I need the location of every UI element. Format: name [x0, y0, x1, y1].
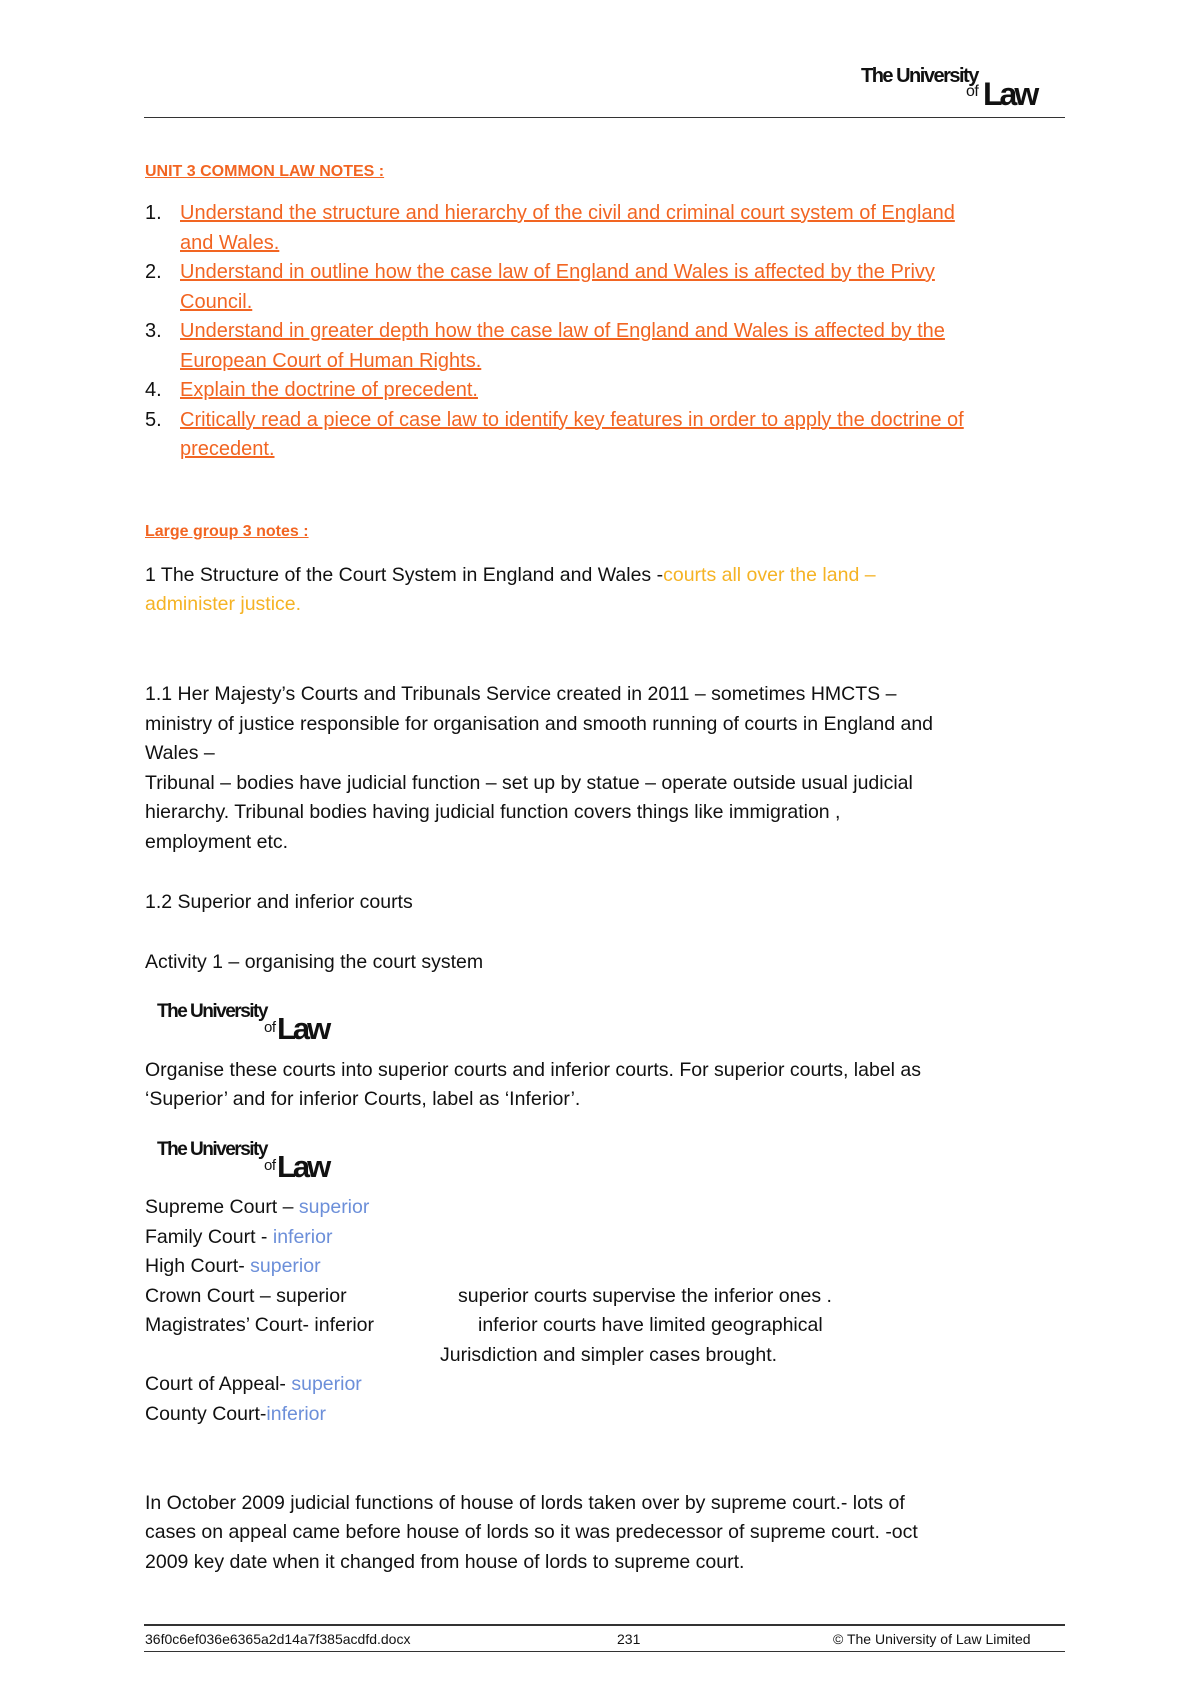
section-1-2-heading: 1.2 Superior and inferior courts [145, 891, 413, 913]
objective-text: Understand in outline how the case law of England and Wales is affected by the Privy [180, 261, 935, 283]
section-1-note: courts all over the land – [663, 564, 876, 586]
logo-of-text: of [966, 83, 979, 100]
objective-item [145, 199, 1085, 258]
court-answer: superior [250, 1255, 321, 1277]
court-item [145, 1282, 347, 1312]
instructions-line: Organise these courts into superior courts and inferior courts. For superior courts, label as [145, 1059, 922, 1081]
logo-of-text: of [264, 1157, 276, 1174]
logo-the-university-text: The University [157, 1001, 267, 1022]
footer-copyright: © The University of Law Limited [833, 1631, 1031, 1647]
logo-of-text: of [264, 1019, 276, 1036]
section-1-title: 1 The Structure of the Court System in England and Wales - [145, 564, 664, 586]
court-name: Family Court - [145, 1226, 273, 1248]
section-1-note-continued: administer justice. [145, 593, 302, 615]
closing-line: cases on appeal came before house of lords so it was predecessor of supreme court. -oct [145, 1521, 918, 1543]
side-note: Jurisdiction and simpler cases brought. [440, 1344, 778, 1366]
objective-item [145, 258, 1085, 317]
university-of-law-logo [861, 66, 1061, 110]
large-group-heading: Large group 3 notes : [145, 523, 309, 540]
footer-bottom-divider [144, 1651, 1065, 1652]
footer-page-number: 231 [617, 1631, 641, 1647]
side-note: superior courts supervise the inferior ones . [458, 1285, 832, 1307]
logo-the-university-text: The University [861, 65, 978, 87]
objective-text: Understand the structure and hierarchy of the civil and criminal court system of England [180, 202, 955, 224]
objective-item [145, 317, 1085, 376]
court-item [145, 1223, 332, 1253]
objective-number: 5. [145, 408, 162, 431]
objective-text-continued: and Wales. [180, 231, 280, 254]
section-1-1-line: Tribunal – bodies have judicial function – set up by statue – operate outside usual judicial [145, 772, 913, 794]
logo-the-university-text: The University [157, 1139, 267, 1160]
objective-text: Understand in greater depth how the case law of England and Wales is affected by the [180, 320, 945, 342]
logo-law-text: Law [277, 1149, 329, 1184]
objective-number: 4. [145, 379, 162, 401]
closing-line: 2009 key date when it changed from house of lords to supreme court. [145, 1551, 745, 1573]
court-answer: superior [291, 1373, 362, 1395]
objective-text: Critically read a piece of case law to identify key features in order to apply the doctrine of [180, 408, 964, 431]
court-name: County Court- [145, 1403, 267, 1425]
court-item [145, 1193, 369, 1223]
court-answer: superior [298, 1196, 370, 1218]
university-of-law-logo [157, 1140, 377, 1186]
court-answer: inferior [266, 1403, 326, 1425]
logo-law-text: Law [277, 1011, 329, 1046]
footer-divider [144, 1624, 1065, 1626]
objective-text: Explain the doctrine of precedent. [180, 379, 478, 401]
court-name: Crown Court – superior [145, 1285, 347, 1307]
court-name: Supreme Court – [145, 1196, 299, 1218]
objective-text-continued: precedent. [180, 438, 275, 460]
court-name: High Court- [145, 1255, 251, 1277]
section-1-1-line: Wales – [145, 742, 215, 764]
instructions-line: ‘Superior’ and for inferior Courts, label as ‘Inferior’. [145, 1088, 581, 1110]
court-item [145, 1400, 326, 1430]
closing-line: In October 2009 judicial functions of house of lords taken over by supreme court.- lots of [145, 1492, 905, 1514]
court-item [145, 1311, 374, 1341]
section-1-1-line: 1.1 Her Majesty’s Courts and Tribunals Service created in 2011 – sometimes HMCTS – [145, 683, 897, 705]
objectives-list [145, 199, 1085, 465]
objective-number: 1. [145, 202, 162, 224]
footer-filename: 36f0c6ef036e6365a2d14a7f385acdfd.docx [145, 1631, 411, 1647]
court-item [145, 1370, 362, 1400]
objective-text-continued: European Court of Human Rights. [180, 349, 482, 372]
section-1-title-line [145, 561, 876, 591]
logo-law-text: Law [983, 76, 1037, 112]
unit-heading: UNIT 3 COMMON LAW NOTES : [145, 163, 385, 180]
section-1-1-line: hierarchy. Tribunal bodies having judicial function covers things like immigration , [145, 801, 841, 823]
court-answer: inferior [272, 1226, 333, 1248]
objective-number: 3. [145, 320, 162, 342]
objective-item [145, 406, 1085, 465]
section-1-1-line: ministry of justice responsible for organisation and smooth running of courts in England and [145, 713, 934, 735]
court-name: Magistrates’ Court- inferior [145, 1314, 375, 1336]
section-1-1-line: employment etc. [145, 831, 289, 853]
court-name: Court of Appeal- [145, 1373, 292, 1395]
university-of-law-logo [157, 1002, 377, 1048]
court-item [145, 1252, 321, 1282]
objective-item [145, 376, 1085, 406]
side-note: inferior courts have limited geographical [478, 1314, 823, 1336]
objective-number: 2. [145, 261, 162, 283]
activity-heading: Activity 1 – organising the court system [145, 951, 484, 973]
objective-text-continued: Council. [180, 290, 253, 313]
header-divider [144, 117, 1065, 118]
